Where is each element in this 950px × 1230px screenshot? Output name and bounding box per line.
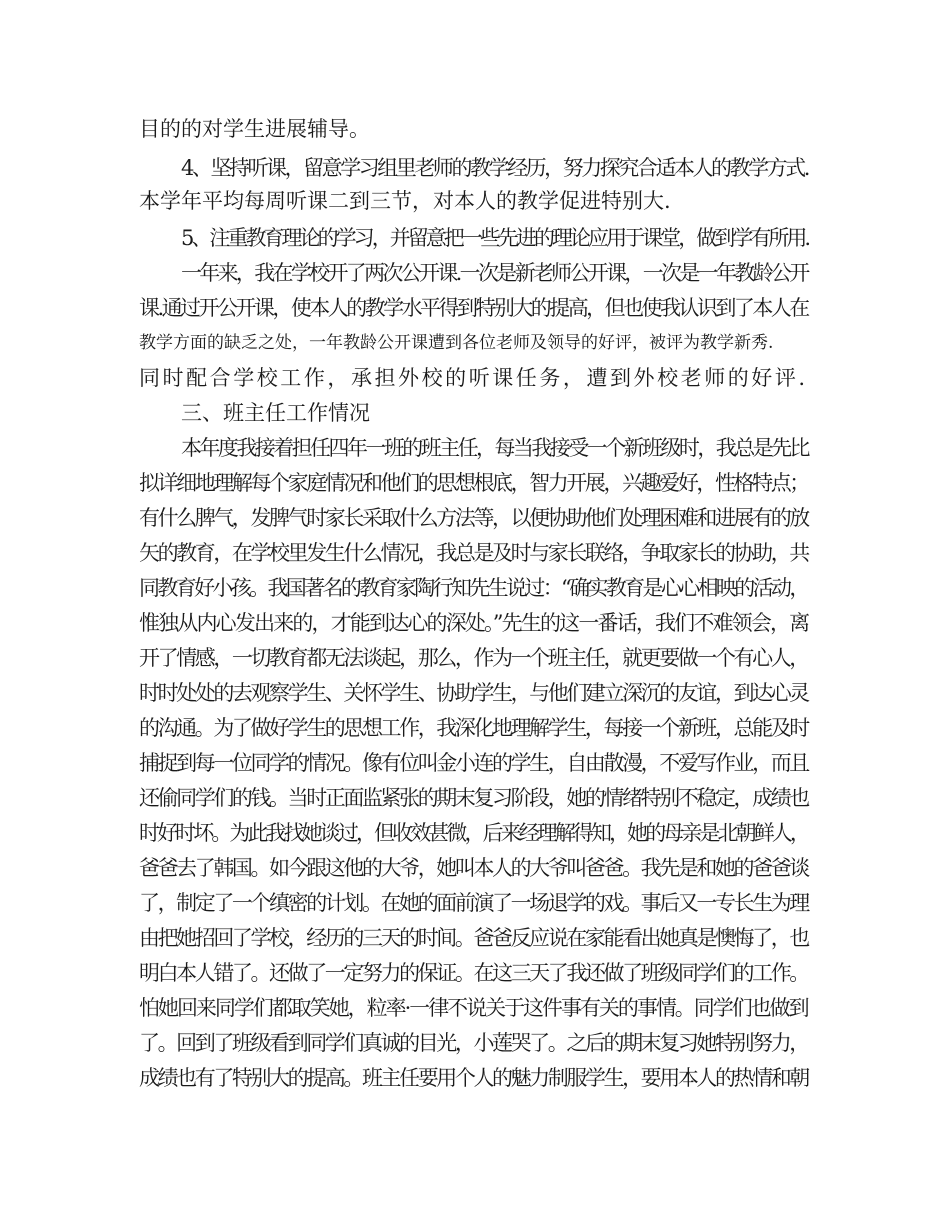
text-line: 明白本人错了。还做了一定努力的保证。在这三天了我还做了班级同学们的工作。 <box>139 961 808 985</box>
text-line: 目的的对学生进展辅导。 <box>139 117 370 141</box>
text-line: 由把她招回了学校，经历的三天的时间。爸爸反应说在家能看出她真是懊悔了，也 <box>139 926 808 950</box>
text-line: 怕她回来同学们都取笑她，粒率·一律不说关于这件事有关的事情。同学们也做到 <box>139 996 808 1020</box>
text-line: 开了情感，一切教育都无法谈起，那么，作为一个班主任，就更要做一个有心人， <box>139 646 808 670</box>
text-line: 本学年平均每周听课二到三节，对本人的教学促进特别大. <box>139 189 671 213</box>
text-line: 成绩也有了特别大的提高。班主任要用个人的魅力制服学生，要用本人的热情和朝 <box>139 1066 808 1090</box>
text-line: 惟独从内心发出来的，才能到达心的深处。”先生的这一番话，我们不难领会，离 <box>139 611 809 635</box>
text-line: 了，制定了一个缜密的计划。在她的面前演了一场退学的戏。事后又一专长生为理 <box>139 891 808 915</box>
text-line: 矢的教育，在学校里发生什么情况，我总是及时与家长联络，争取家长的协助，共 <box>139 541 808 565</box>
text-line: 时时处处的去观察学生、关怀学生、协助学生，与他们建立深沉的友谊，到达心灵 <box>139 681 808 705</box>
text-line: 有什么脾气，发脾气时家长采取什么方法等，以便协助他们处理困难和进展有的放 <box>139 506 808 530</box>
text-line: 时好时坏。为此我找她谈过，但收效甚微，后来经理解得知，她的母亲是北朝鲜人， <box>139 821 808 845</box>
text-line: 的沟通。为了做好学生的思想工作，我深化地理解学生，每接一个新班，总能及时 <box>139 716 808 740</box>
text-line: 同时配合学校工作，承担外校的听课任务，遭到外校老师的好评. <box>139 366 808 390</box>
text-line: 同教育好小孩。我国著名的教育家陶行知先生说过：“确实教育是心心相映的活动， <box>139 576 808 600</box>
section-heading: 三、班主任工作情况 <box>181 401 370 425</box>
text-line: 教学方面的缺乏之处，一年教龄公开课遭到各位老师及领导的好评，被评为教学新秀. <box>139 333 774 353</box>
text-line: 课.通过开公开课，使本人的教学水平得到特别大的提高，但也使我认识到了本人在 <box>139 296 808 320</box>
text-line: 5、注重教育理论的学习，并留意把一些先进的理论应用于课堂，做到学有所用. <box>181 226 809 250</box>
text-line: 拟详细地理解每个家庭情况和他们的思想根底，智力开展，兴趣爱好，性格特点； <box>139 471 808 495</box>
text-line: 了。回到了班级看到同学们真诚的目光，小莲哭了。之后的期末复习她特别努力， <box>139 1031 808 1055</box>
text-line: 4、坚持听课，留意学习组里老师的教学经历，努力探究合适本人的教学方式. <box>181 156 808 180</box>
text-line: 还偷同学们的钱。当时正面监紧张的期末复习阶段，她的情绪特别不稳定，成绩也 <box>139 786 808 810</box>
text-line: 本年度我接着担任四年一班的班主任，每当我接受一个新班级时，我总是先比 <box>181 436 808 460</box>
text-line: 捕捉到每一位同学的情况。像有位叫金小连的学生，自由散漫，不爱写作业，而且 <box>139 751 808 775</box>
text-line: 爸爸去了韩国。如今跟这他的大爷，她叫本人的大爷叫爸爸。我先是和她的爸爸谈 <box>139 856 808 880</box>
text-line: 一年来，我在学校开了两次公开课.一次是新老师公开课，一次是一年教龄公开 <box>181 261 808 285</box>
